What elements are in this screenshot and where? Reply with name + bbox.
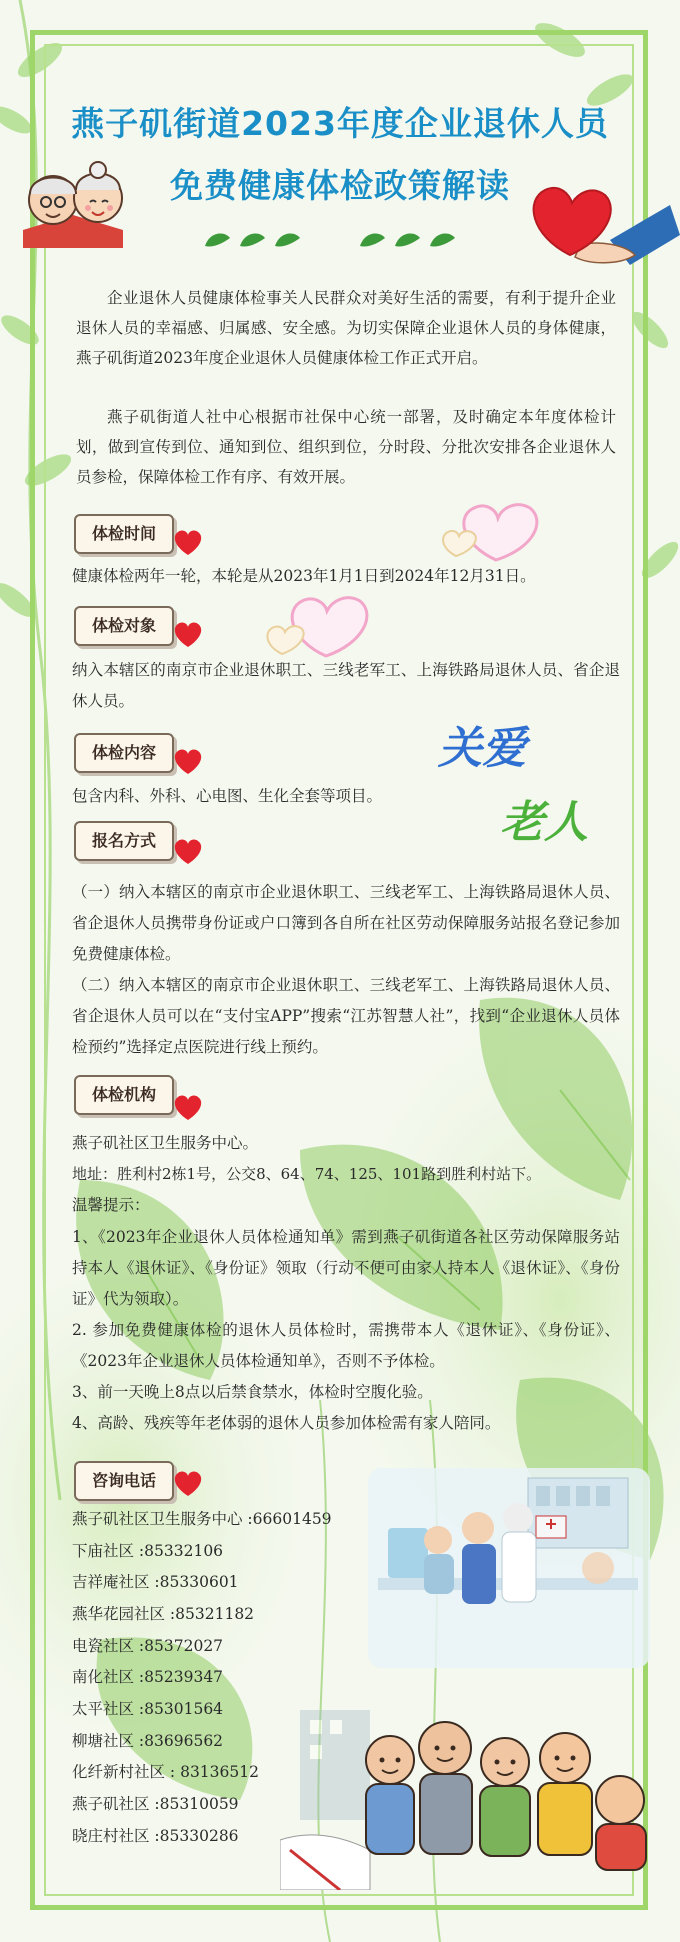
heart-hand-icon [520,165,680,275]
contact-entry: 化纤新村社区 : 83136512 [72,1763,259,1781]
section-tag-target: 体检对象 [74,606,174,646]
leaf-divider [200,226,460,256]
clinic-illustration [368,1468,650,1668]
contact-entry: 电瓷社区 :85372027 [72,1637,224,1655]
heart-icon [172,528,204,556]
tip-2: 2. 参加免费健康体检的退休人员体检时，需携带本人《退休证》、《身份证》、《2023年企业退休人员体检通知单》，否则不予体检。 [72,1321,620,1370]
pink-hearts-decoration-2 [260,588,380,663]
section-target-text: 纳入本辖区的南京市企业退休职工、三线老军工、上海铁路局退休人员、省企退休人员。 [72,661,620,710]
tip-1: 1、《2023年企业退休人员体检通知单》需到燕子矶街道各社区劳动保障服务站持本人《退休证》、《身份证》领取（行动不便可由家人持本人《退休证》、《身份证》代为领取）。 [72,1228,620,1308]
section-tag-contact: 咨询电话 [74,1461,174,1501]
tip-3: 3、前一天晚上8点以后禁食禁水，体检时空腹化验。 [72,1383,433,1401]
section-time-text: 健康体检两年一轮，本轮是从2023年1月1日到2024年12月31日。 [72,567,536,585]
contact-entry: 柳塘社区 :83696562 [72,1732,224,1750]
heart-icon [172,620,204,648]
section-signup-item2: （二）纳入本辖区的南京市企业退休职工、三线老军工、上海铁路局退休人员、省企退休人员可以在“支付宝APP”搜索“江苏智慧人社”，找到“企业退休人员体检预约”选择定点医院进行线上预约。 [72,976,620,1056]
tips-label: 温馨提示： [72,1196,150,1214]
section-tag-time: 体检时间 [74,514,174,554]
elderly-group-illustration [280,1690,670,1890]
contact-entry: 晓庄村社区 :85330286 [72,1827,239,1845]
heart-icon [172,1469,204,1497]
contact-entry: 太平社区 :85301564 [72,1700,224,1718]
section-content-text: 包含内科、外科、心电图、生化全套等项目。 [72,787,383,805]
page-title-line1: 燕子矶街道2023年度企业退休人员 [71,104,609,143]
grandparents-illustration [18,160,128,250]
section-tag-signup: 报名方式 [74,821,174,861]
care-word-1: 关爱 [438,723,526,774]
section-tag-content: 体检内容 [74,733,174,773]
section-tag-institution: 体检机构 [74,1075,174,1115]
heart-icon [172,837,204,865]
section-signup-item1: （一）纳入本辖区的南京市企业退休职工、三线老军工、上海铁路局退休人员、省企退休人员携带身份证或户口簿到各自所在社区劳动保障服务站报名登记参加免费健康体检。 [72,883,620,963]
contact-entry: 吉祥庵社区 :85330601 [72,1573,239,1591]
page-title-line2: 免费健康体检政策解读 [170,166,510,205]
heart-icon [172,747,204,775]
contact-entry: 下庙社区 :85332106 [72,1542,224,1560]
contact-entry: 燕华花园社区 :85321182 [72,1605,255,1623]
heart-icon [172,1093,204,1121]
institution-name: 燕子矶社区卫生服务中心。 [72,1134,259,1152]
intro-paragraph-1: 企业退休人员健康体检事关人民群众对美好生活的需要，有利于提升企业退休人员的幸福感、归属感、安全感。为切实保障企业退休人员的身体健康，燕子矶街道2023年度企业退休人员健康体检工作正式开启。 [76,289,616,367]
pink-hearts-decoration [436,496,546,566]
institution-address: 地址：胜利村2栋1号，公交8、64、74、125、101路到胜利村站下。 [72,1165,542,1183]
care-word-2: 老人 [500,797,588,848]
contact-entry: 燕子矶社区 :85310059 [72,1795,239,1813]
contact-entry: 南化社区 :85239347 [72,1668,224,1686]
tip-4: 4、高龄、残疾等年老体弱的退休人员参加体检需有家人陪同。 [72,1414,501,1432]
contact-entry: 燕子矶社区卫生服务中心 :66601459 [72,1510,332,1528]
intro-paragraph-2: 燕子矶街道人社中心根据市社保中心统一部署，及时确定本年度体检计划，做到宣传到位、通知到位、组织到位，分时段、分批次安排各企业退休人员参检，保障体检工作有序、有效开展。 [76,408,616,486]
